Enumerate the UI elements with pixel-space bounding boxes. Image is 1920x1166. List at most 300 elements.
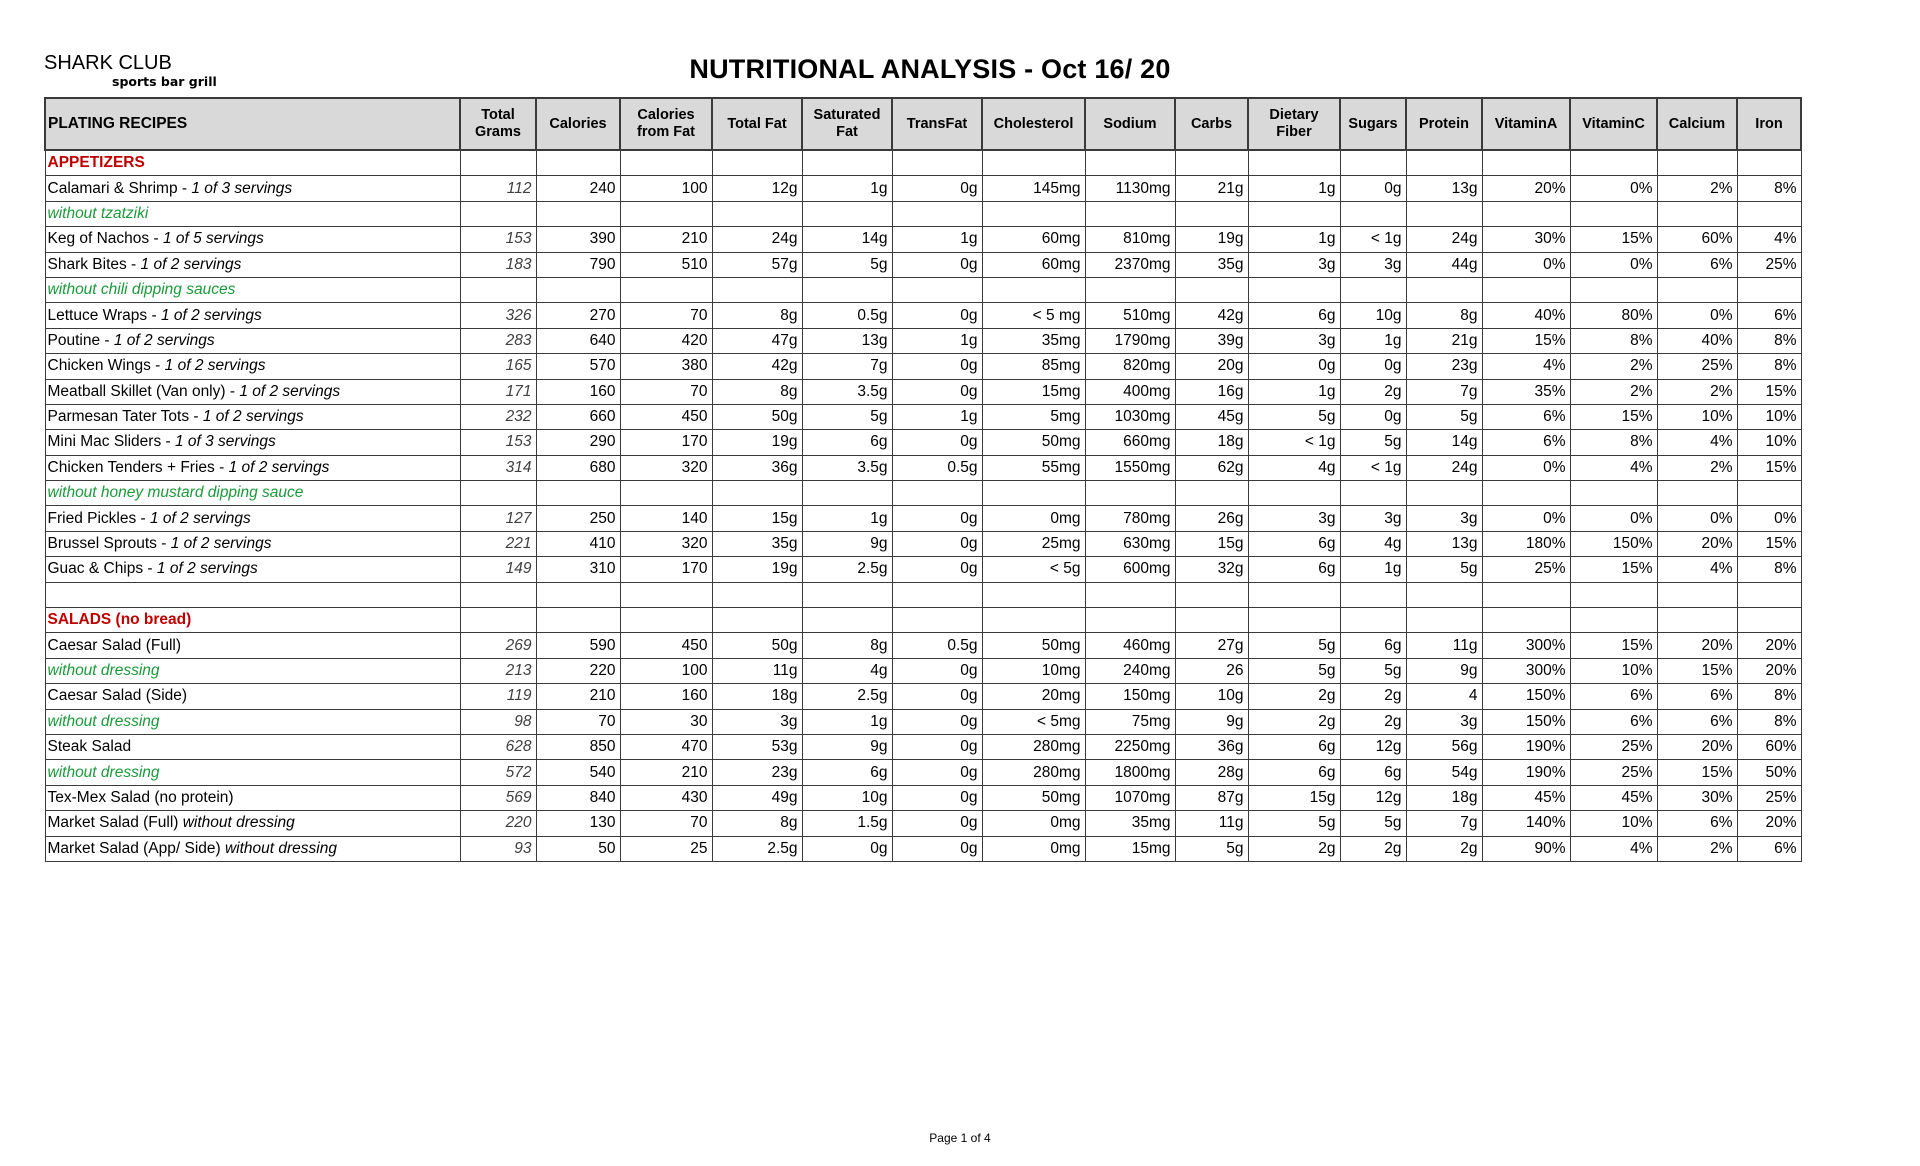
cell-sugars: 0g <box>1340 354 1406 379</box>
cell-carbs: 20g <box>1175 354 1248 379</box>
cell-iron: 10% <box>1737 430 1801 455</box>
cell-protein: 5g <box>1406 404 1482 429</box>
cell-carbs: 21g <box>1175 176 1248 201</box>
table-body <box>45 150 1801 861</box>
cell-calcium: 0% <box>1657 303 1737 328</box>
cell-vitamin-c <box>1570 150 1657 176</box>
recipe-name: without honey mustard dipping sauce <box>45 481 460 506</box>
serving-size: 1 of 3 servings <box>174 433 276 451</box>
cell-calories-from-fat: 160 <box>620 684 712 709</box>
cell-saturated-fat: 1g <box>802 709 892 734</box>
cell-cholesterol: 35mg <box>982 328 1085 353</box>
cell-carbs: 62g <box>1175 455 1248 480</box>
col-header-calories-from-fat: Calories from Fat <box>620 98 712 150</box>
cell-total-grams: 112 <box>460 176 536 201</box>
recipe-name: Caesar Salad (Full) <box>45 633 460 658</box>
cell-vitamin-c: 150% <box>1570 531 1657 556</box>
cell-sodium: 15mg <box>1085 836 1175 861</box>
cell-sodium: 810mg <box>1085 227 1175 252</box>
col-header-sugars: Sugars <box>1340 98 1406 150</box>
cell-dietary-fiber: 5g <box>1248 633 1340 658</box>
cell-total-fat: 8g <box>712 379 802 404</box>
cell-cholesterol: 280mg <box>982 760 1085 785</box>
recipe-name <box>45 582 460 607</box>
cell-dietary-fiber: 2g <box>1248 709 1340 734</box>
cell-calories-from-fat: 380 <box>620 354 712 379</box>
cell-vitamin-a: 300% <box>1482 633 1570 658</box>
cell-trans-fat: 0g <box>892 734 982 759</box>
cell-calories: 130 <box>536 811 620 836</box>
cell-vitamin-c: 15% <box>1570 633 1657 658</box>
cell-vitamin-c: 10% <box>1570 658 1657 683</box>
cell-vitamin-c: 4% <box>1570 836 1657 861</box>
serving-size: 1 of 2 servings <box>164 357 266 375</box>
serving-size: 1 of 2 servings <box>160 306 262 324</box>
cell-saturated-fat: 6g <box>802 760 892 785</box>
cell-dietary-fiber <box>1248 150 1340 176</box>
cell-carbs: 10g <box>1175 684 1248 709</box>
cell-saturated-fat: 2.5g <box>802 557 892 582</box>
cell-calcium: 6% <box>1657 811 1737 836</box>
cell-sugars: 6g <box>1340 633 1406 658</box>
cell-calories: 840 <box>536 785 620 810</box>
cell-cholesterol: 60mg <box>982 252 1085 277</box>
cell-dietary-fiber <box>1248 582 1340 607</box>
cell-calcium: 10% <box>1657 404 1737 429</box>
cell-saturated-fat: 13g <box>802 328 892 353</box>
cell-protein: 14g <box>1406 430 1482 455</box>
cell-vitamin-c: 15% <box>1570 557 1657 582</box>
cell-total-fat: 18g <box>712 684 802 709</box>
cell-calories-from-fat: 70 <box>620 379 712 404</box>
table-row <box>45 303 1801 328</box>
cell-vitamin-c <box>1570 481 1657 506</box>
serving-size: 1 of 5 servings <box>162 230 264 248</box>
cell-calcium: 20% <box>1657 633 1737 658</box>
cell-vitamin-a: 140% <box>1482 811 1570 836</box>
cell-sugars: 4g <box>1340 531 1406 556</box>
cell-saturated-fat: 10g <box>802 785 892 810</box>
cell-vitamin-c <box>1570 277 1657 302</box>
cell-trans-fat: 0g <box>892 430 982 455</box>
cell-calories: 590 <box>536 633 620 658</box>
cell-trans-fat <box>892 481 982 506</box>
cell-trans-fat: 0g <box>892 531 982 556</box>
cell-iron: 60% <box>1737 734 1801 759</box>
cell-protein: 8g <box>1406 303 1482 328</box>
cell-cholesterol: 50mg <box>982 785 1085 810</box>
cell-sugars: 5g <box>1340 658 1406 683</box>
cell-protein <box>1406 481 1482 506</box>
cell-vitamin-a: 300% <box>1482 658 1570 683</box>
cell-cholesterol: < 5mg <box>982 709 1085 734</box>
cell-calcium <box>1657 201 1737 226</box>
cell-carbs <box>1175 608 1248 633</box>
cell-trans-fat: 0g <box>892 252 982 277</box>
cell-vitamin-a <box>1482 608 1570 633</box>
cell-total-fat: 50g <box>712 404 802 429</box>
cell-total-grams: 149 <box>460 557 536 582</box>
cell-dietary-fiber: 4g <box>1248 455 1340 480</box>
cell-calories <box>536 481 620 506</box>
cell-sodium <box>1085 150 1175 176</box>
cell-calories-from-fat: 450 <box>620 633 712 658</box>
cell-cholesterol: 280mg <box>982 734 1085 759</box>
cell-sugars: 3g <box>1340 252 1406 277</box>
cell-vitamin-a: 15% <box>1482 328 1570 353</box>
col-header-recipe: PLATING RECIPES <box>45 98 460 150</box>
cell-vitamin-c <box>1570 608 1657 633</box>
serving-size: 1 of 3 servings <box>191 179 293 197</box>
cell-saturated-fat: 5g <box>802 404 892 429</box>
cell-carbs: 87g <box>1175 785 1248 810</box>
cell-dietary-fiber: 15g <box>1248 785 1340 810</box>
recipe-qualifier: without dressing <box>182 814 295 832</box>
recipe-name: Keg of Nachos - 1 of 5 servings <box>45 227 460 252</box>
cell-sugars: 12g <box>1340 734 1406 759</box>
cell-saturated-fat <box>802 277 892 302</box>
cell-calories <box>536 277 620 302</box>
cell-protein: 56g <box>1406 734 1482 759</box>
cell-vitamin-c <box>1570 201 1657 226</box>
cell-saturated-fat: 3.5g <box>802 379 892 404</box>
table-row <box>45 557 1801 582</box>
cell-protein: 11g <box>1406 633 1482 658</box>
cell-iron: 25% <box>1737 785 1801 810</box>
cell-calcium <box>1657 582 1737 607</box>
cell-calories: 390 <box>536 227 620 252</box>
cell-sugars: 1g <box>1340 557 1406 582</box>
note-row <box>45 709 1801 734</box>
cell-trans-fat: 1g <box>892 227 982 252</box>
cell-saturated-fat <box>802 481 892 506</box>
cell-saturated-fat: 1g <box>802 176 892 201</box>
table-row <box>45 430 1801 455</box>
recipe-name: without dressing <box>45 709 460 734</box>
recipe-name: Meatball Skillet (Van only) - 1 of 2 servings <box>45 379 460 404</box>
cell-trans-fat: 0g <box>892 658 982 683</box>
cell-protein: 18g <box>1406 785 1482 810</box>
cell-vitamin-a: 4% <box>1482 354 1570 379</box>
cell-calories: 250 <box>536 506 620 531</box>
cell-vitamin-c: 0% <box>1570 252 1657 277</box>
cell-calcium <box>1657 481 1737 506</box>
cell-total-fat: 49g <box>712 785 802 810</box>
cell-dietary-fiber: 3g <box>1248 328 1340 353</box>
cell-dietary-fiber <box>1248 608 1340 633</box>
section-heading: SALADS (no bread) <box>45 608 460 633</box>
cell-sodium: 780mg <box>1085 506 1175 531</box>
recipe-name: Chicken Wings - 1 of 2 servings <box>45 354 460 379</box>
cell-sodium: 1550mg <box>1085 455 1175 480</box>
cell-vitamin-c: 25% <box>1570 760 1657 785</box>
cell-calories: 210 <box>536 684 620 709</box>
note-row <box>45 201 1801 226</box>
cell-cholesterol: 50mg <box>982 633 1085 658</box>
cell-calcium: 25% <box>1657 354 1737 379</box>
cell-total-grams: 165 <box>460 354 536 379</box>
serving-size: 1 of 2 servings <box>156 560 258 578</box>
shark-club-logo <box>44 50 229 90</box>
cell-protein: 13g <box>1406 531 1482 556</box>
cell-total-fat <box>712 277 802 302</box>
cell-sodium: 400mg <box>1085 379 1175 404</box>
cell-total-fat: 53g <box>712 734 802 759</box>
cell-iron: 8% <box>1737 709 1801 734</box>
cell-sodium: 1790mg <box>1085 328 1175 353</box>
cell-total-fat: 11g <box>712 658 802 683</box>
cell-trans-fat: 0g <box>892 303 982 328</box>
cell-carbs: 45g <box>1175 404 1248 429</box>
cell-vitamin-a: 180% <box>1482 531 1570 556</box>
cell-sugars: < 1g <box>1340 227 1406 252</box>
cell-protein <box>1406 608 1482 633</box>
cell-iron: 6% <box>1737 836 1801 861</box>
cell-sugars <box>1340 582 1406 607</box>
cell-carbs <box>1175 150 1248 176</box>
serving-size: 1 of 2 servings <box>170 535 272 553</box>
cell-total-grams: 153 <box>460 227 536 252</box>
cell-sodium: 1070mg <box>1085 785 1175 810</box>
cell-cholesterol <box>982 150 1085 176</box>
cell-vitamin-c: 80% <box>1570 303 1657 328</box>
cell-calories: 290 <box>536 430 620 455</box>
cell-total-fat: 42g <box>712 354 802 379</box>
cell-calcium: 2% <box>1657 176 1737 201</box>
cell-saturated-fat: 6g <box>802 430 892 455</box>
cell-saturated-fat <box>802 582 892 607</box>
cell-vitamin-a <box>1482 582 1570 607</box>
cell-vitamin-a: 20% <box>1482 176 1570 201</box>
cell-carbs: 19g <box>1175 227 1248 252</box>
cell-calcium: 0% <box>1657 506 1737 531</box>
cell-calcium: 2% <box>1657 836 1737 861</box>
cell-total-grams <box>460 582 536 607</box>
cell-vitamin-a: 190% <box>1482 760 1570 785</box>
cell-vitamin-a: 0% <box>1482 506 1570 531</box>
cell-vitamin-a: 0% <box>1482 252 1570 277</box>
cell-total-fat <box>712 582 802 607</box>
cell-iron: 20% <box>1737 658 1801 683</box>
cell-protein: 24g <box>1406 227 1482 252</box>
cell-carbs <box>1175 201 1248 226</box>
nutrition-table <box>44 97 1802 862</box>
cell-calories: 240 <box>536 176 620 201</box>
recipe-name: Fried Pickles - 1 of 2 servings <box>45 506 460 531</box>
cell-sodium: 630mg <box>1085 531 1175 556</box>
cell-vitamin-c: 6% <box>1570 684 1657 709</box>
cell-iron: 4% <box>1737 227 1801 252</box>
cell-protein: 44g <box>1406 252 1482 277</box>
cell-cholesterol <box>982 608 1085 633</box>
cell-sugars <box>1340 277 1406 302</box>
cell-calcium: 20% <box>1657 734 1737 759</box>
cell-sodium: 150mg <box>1085 684 1175 709</box>
cell-iron <box>1737 201 1801 226</box>
cell-sodium: 1130mg <box>1085 176 1175 201</box>
col-header-calories: Calories <box>536 98 620 150</box>
cell-carbs: 16g <box>1175 379 1248 404</box>
cell-saturated-fat: 8g <box>802 633 892 658</box>
cell-total-fat <box>712 150 802 176</box>
cell-calories: 540 <box>536 760 620 785</box>
cell-calories-from-fat: 70 <box>620 811 712 836</box>
cell-total-fat: 24g <box>712 227 802 252</box>
cell-saturated-fat: 1.5g <box>802 811 892 836</box>
cell-cholesterol: < 5g <box>982 557 1085 582</box>
cell-carbs: 5g <box>1175 836 1248 861</box>
cell-calcium: 6% <box>1657 709 1737 734</box>
cell-carbs: 42g <box>1175 303 1248 328</box>
cell-calories-from-fat: 430 <box>620 785 712 810</box>
page-number: Page 1 of 4 <box>929 1131 991 1145</box>
cell-total-fat <box>712 201 802 226</box>
recipe-name: without dressing <box>45 760 460 785</box>
cell-dietary-fiber: 2g <box>1248 836 1340 861</box>
serving-size: 1 of 2 servings <box>140 255 242 273</box>
cell-sodium: 75mg <box>1085 709 1175 734</box>
cell-trans-fat: 0g <box>892 684 982 709</box>
cell-sugars <box>1340 481 1406 506</box>
recipe-name: without tzatziki <box>45 201 460 226</box>
table-row <box>45 811 1801 836</box>
cell-sodium <box>1085 608 1175 633</box>
cell-calories: 790 <box>536 252 620 277</box>
recipe-name: Guac & Chips - 1 of 2 servings <box>45 557 460 582</box>
cell-cholesterol <box>982 201 1085 226</box>
cell-sodium: 1800mg <box>1085 760 1175 785</box>
cell-carbs: 35g <box>1175 252 1248 277</box>
cell-calories-from-fat: 210 <box>620 227 712 252</box>
cell-saturated-fat: 7g <box>802 354 892 379</box>
cell-trans-fat: 0g <box>892 760 982 785</box>
cell-vitamin-a: 6% <box>1482 430 1570 455</box>
page-title: NUTRITIONAL ANALYSIS - Oct 16/ 20 <box>689 54 1171 84</box>
cell-trans-fat: 0g <box>892 354 982 379</box>
cell-dietary-fiber <box>1248 481 1340 506</box>
cell-total-fat: 35g <box>712 531 802 556</box>
cell-saturated-fat: 0.5g <box>802 303 892 328</box>
note-row <box>45 277 1801 302</box>
cell-total-grams: 183 <box>460 252 536 277</box>
cell-protein <box>1406 201 1482 226</box>
col-header-total-grams: Total Grams <box>460 98 536 150</box>
recipe-name: Shark Bites - 1 of 2 servings <box>45 252 460 277</box>
cell-saturated-fat: 1g <box>802 506 892 531</box>
header-row <box>45 98 1801 150</box>
cell-saturated-fat: 4g <box>802 658 892 683</box>
recipe-name: Parmesan Tater Tots - 1 of 2 servings <box>45 404 460 429</box>
cell-total-grams: 220 <box>460 811 536 836</box>
cell-vitamin-a <box>1482 150 1570 176</box>
cell-total-grams: 314 <box>460 455 536 480</box>
cell-saturated-fat: 14g <box>802 227 892 252</box>
cell-iron: 10% <box>1737 404 1801 429</box>
cell-calories <box>536 201 620 226</box>
cell-sugars: 10g <box>1340 303 1406 328</box>
cell-calories: 220 <box>536 658 620 683</box>
recipe-qualifier: without dressing <box>224 839 337 857</box>
cell-total-grams: 119 <box>460 684 536 709</box>
cell-vitamin-a <box>1482 481 1570 506</box>
cell-iron: 8% <box>1737 354 1801 379</box>
cell-protein <box>1406 277 1482 302</box>
cell-vitamin-a: 190% <box>1482 734 1570 759</box>
cell-calories-from-fat: 170 <box>620 430 712 455</box>
cell-calcium: 6% <box>1657 684 1737 709</box>
col-header-dietary-fiber: Dietary Fiber <box>1248 98 1340 150</box>
cell-total-grams: 572 <box>460 760 536 785</box>
table-row <box>45 734 1801 759</box>
cell-calories-from-fat <box>620 277 712 302</box>
cell-calories-from-fat <box>620 150 712 176</box>
cell-iron: 8% <box>1737 684 1801 709</box>
cell-trans-fat <box>892 277 982 302</box>
cell-vitamin-a <box>1482 277 1570 302</box>
cell-protein: 5g <box>1406 557 1482 582</box>
col-header-cholesterol: Cholesterol <box>982 98 1085 150</box>
cell-iron: 15% <box>1737 531 1801 556</box>
cell-saturated-fat <box>802 150 892 176</box>
cell-trans-fat: 1g <box>892 404 982 429</box>
cell-trans-fat: 0.5g <box>892 455 982 480</box>
cell-calories-from-fat: 510 <box>620 252 712 277</box>
cell-total-fat: 19g <box>712 557 802 582</box>
cell-calories: 70 <box>536 709 620 734</box>
logo-brand: SHARK CLUB <box>44 52 172 74</box>
cell-trans-fat: 0g <box>892 379 982 404</box>
cell-sodium <box>1085 201 1175 226</box>
cell-protein: 9g <box>1406 658 1482 683</box>
cell-iron: 15% <box>1737 455 1801 480</box>
cell-cholesterol: 60mg <box>982 227 1085 252</box>
cell-calories-from-fat: 25 <box>620 836 712 861</box>
cell-carbs: 11g <box>1175 811 1248 836</box>
section-heading-row <box>45 150 1801 176</box>
cell-sodium: 600mg <box>1085 557 1175 582</box>
cell-trans-fat: 0g <box>892 506 982 531</box>
cell-total-grams: 628 <box>460 734 536 759</box>
cell-carbs <box>1175 277 1248 302</box>
cell-trans-fat <box>892 582 982 607</box>
cell-vitamin-a <box>1482 201 1570 226</box>
cell-dietary-fiber: 6g <box>1248 531 1340 556</box>
cell-calcium: 2% <box>1657 455 1737 480</box>
cell-total-fat: 8g <box>712 303 802 328</box>
cell-calories: 410 <box>536 531 620 556</box>
cell-calories-from-fat: 210 <box>620 760 712 785</box>
cell-calories <box>536 608 620 633</box>
cell-iron <box>1737 582 1801 607</box>
cell-total-grams <box>460 201 536 226</box>
cell-sugars: 3g <box>1340 506 1406 531</box>
cell-vitamin-a: 30% <box>1482 227 1570 252</box>
table-row <box>45 328 1801 353</box>
cell-vitamin-c: 8% <box>1570 328 1657 353</box>
cell-calories-from-fat: 450 <box>620 404 712 429</box>
cell-trans-fat <box>892 150 982 176</box>
cell-protein: 2g <box>1406 836 1482 861</box>
cell-protein: 7g <box>1406 379 1482 404</box>
cell-sugars: 2g <box>1340 684 1406 709</box>
section-heading: APPETIZERS <box>45 150 460 176</box>
cell-total-fat: 3g <box>712 709 802 734</box>
cell-protein: 21g <box>1406 328 1482 353</box>
cell-calories: 310 <box>536 557 620 582</box>
cell-protein <box>1406 582 1482 607</box>
table-row <box>45 252 1801 277</box>
cell-iron: 8% <box>1737 557 1801 582</box>
